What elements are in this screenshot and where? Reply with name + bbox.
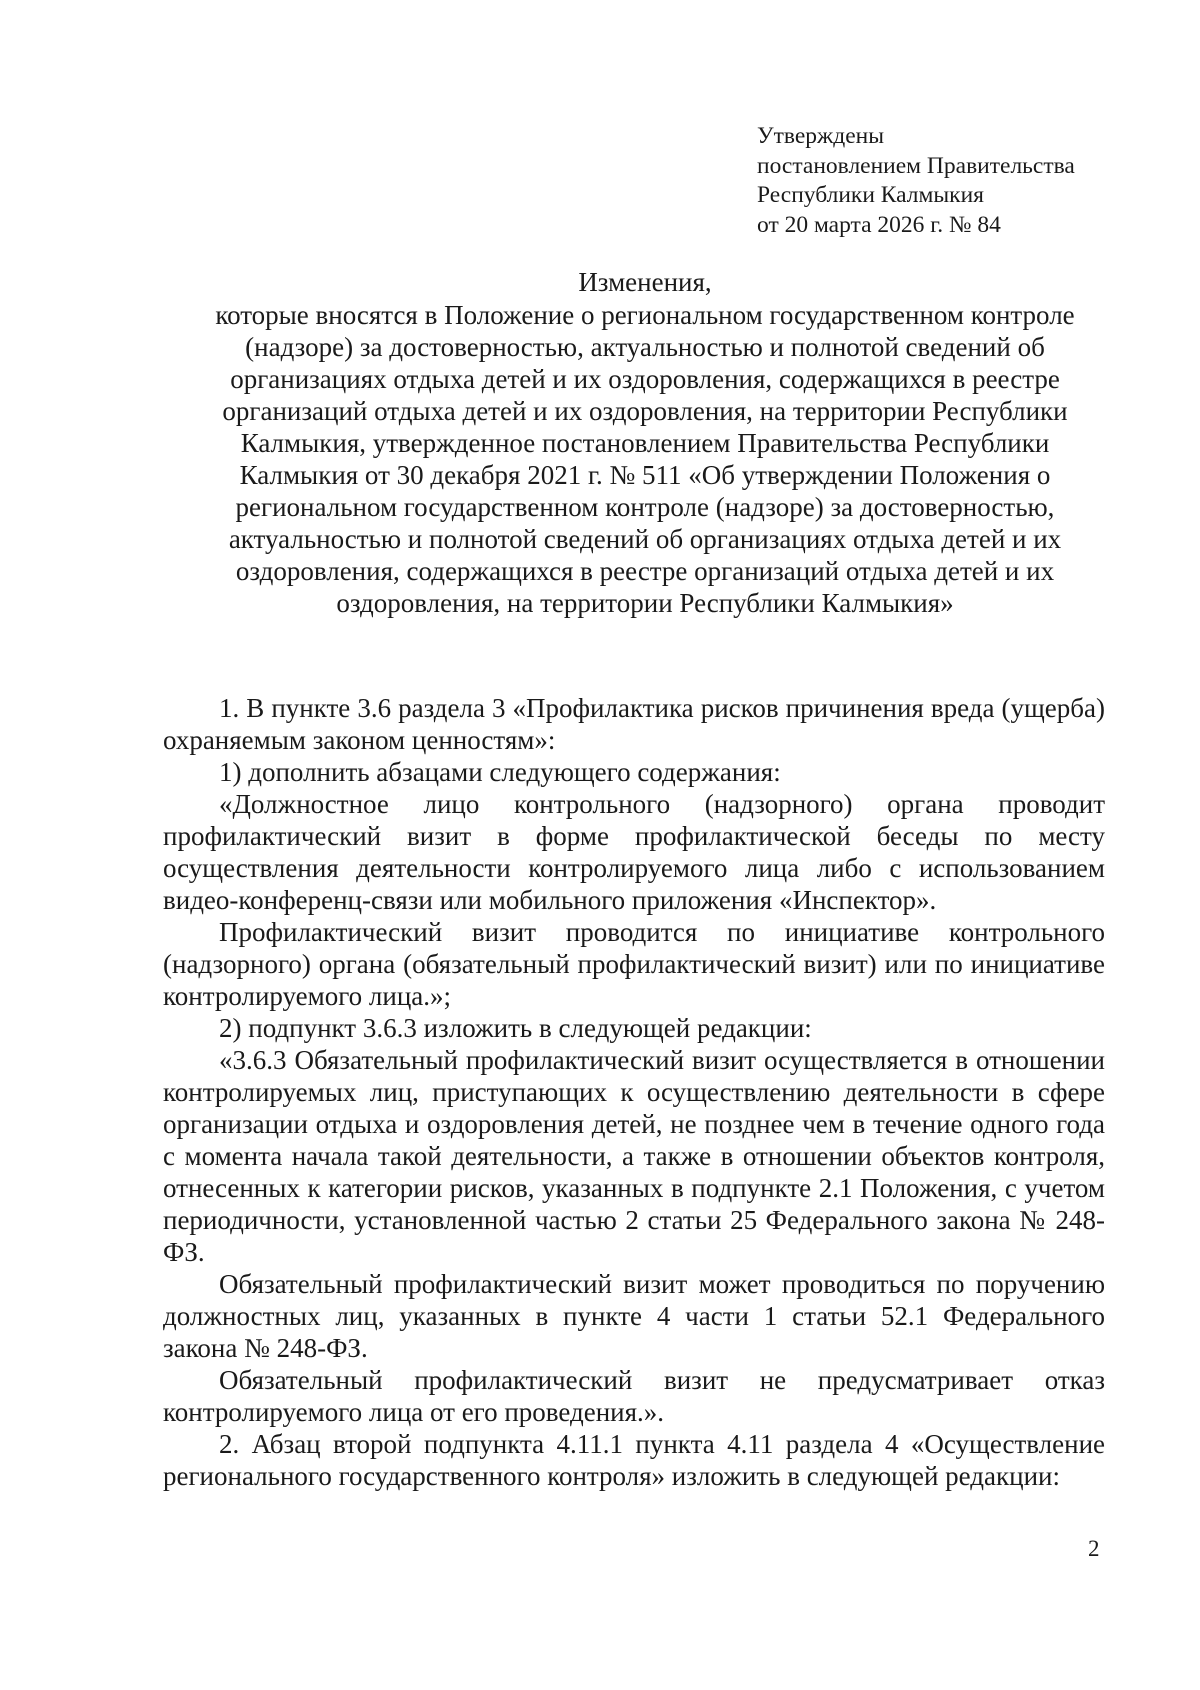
title-line: оздоровления, на территории Республики Калмыкия» [336,588,954,618]
page-number: 2 [1088,1536,1100,1561]
paragraph-item-1: 1. В пункте 3.6 раздела 3 «Профилактика рисков причинения вреда (ущерба) охраняемым законом ценностям»: [163,693,1105,755]
paragraph-quote: «3.6.3 Обязательный профилактический визит осуществляется в отношении контролируемых лиц, приступающих к осуществлению деятельности в сфере организации отдыха и оздоровления детей, не позднее чем в течение одного года с момента начала такой деятельности, а также в отношении объектов контроля, отнесенных к категории рисков, указанных в подпункте 2.1 Положения, с учетом периодичности, установленной частью 2 статьи 25 Федерального закона № 248-ФЗ. [163,1045,1105,1267]
approval-line: от 20 марта 2026 г. № 84 [757,211,1001,238]
title-line: оздоровления, содержащихся в реестре организаций отдыха детей и их [235,556,1055,586]
title-line: организациях отдыха детей и их оздоровления, содержащихся в реестре [230,364,1060,394]
title-line: которые вносятся в Положение о региональном государственном контроле [215,300,1075,330]
approval-stamp [757,122,1137,240]
title-line: Калмыкия, утвержденное постановлением Правительства Республики [240,428,1050,458]
paragraph-quote: Профилактический визит проводится по инициативе контрольного (надзорного) органа (обязательный профилактический визит) или по инициативе контролируемого лица.»; [163,917,1105,1011]
approval-line: Утверждены [757,123,885,149]
paragraph-subitem-2: 2) подпункт 3.6.3 изложить в следующей редакции: [219,1013,812,1043]
paragraph-quote: Обязательный профилактический визит может проводиться по поручению должностных лиц, указанных в пункте 4 части 1 статьи 52.1 Федерального закона № 248-ФЗ. [163,1269,1105,1363]
title-line: актуальностью и полнотой сведений об организациях отдыха детей и их [228,524,1062,554]
approval-line: Республики Калмыкия [757,182,984,208]
paragraph-quote: Обязательный профилактический визит не предусматривает отказ контролируемого лица от его проведения.». [163,1365,1105,1427]
paragraph-item-2: 2. Абзац второй подпункта 4.11.1 пункта 4.11 раздела 4 «Осуществление регионального государственного контроля» изложить в следующей редакции: [163,1429,1105,1491]
title-line: региональном государственном контроле (надзоре) за достоверностью, [235,492,1055,522]
title-line: Калмыкия от 30 декабря 2021 г. № 511 «Об утверждении Положения о [239,460,1051,490]
paragraph-subitem-1: 1) дополнить абзацами следующего содержания: [219,757,781,787]
document-title [165,266,1125,619]
approval-line: постановлением Правительства [757,152,1075,179]
title-line: организаций отдыха детей и их оздоровления, на территории Республики [222,396,1068,426]
document-body [163,692,1105,1492]
title-heading: Изменения, [578,267,712,297]
title-line: (надзоре) за достоверностью, актуальностью и полнотой сведений об [245,332,1045,362]
paragraph-quote: «Должностное лицо контрольного (надзорного) органа проводит профилактический визит в форме профилактической беседы по месту осуществления деятельности контролируемого лица либо с использованием видео-конференц-связи или мобильного приложения «Инспектор». [163,789,1105,915]
